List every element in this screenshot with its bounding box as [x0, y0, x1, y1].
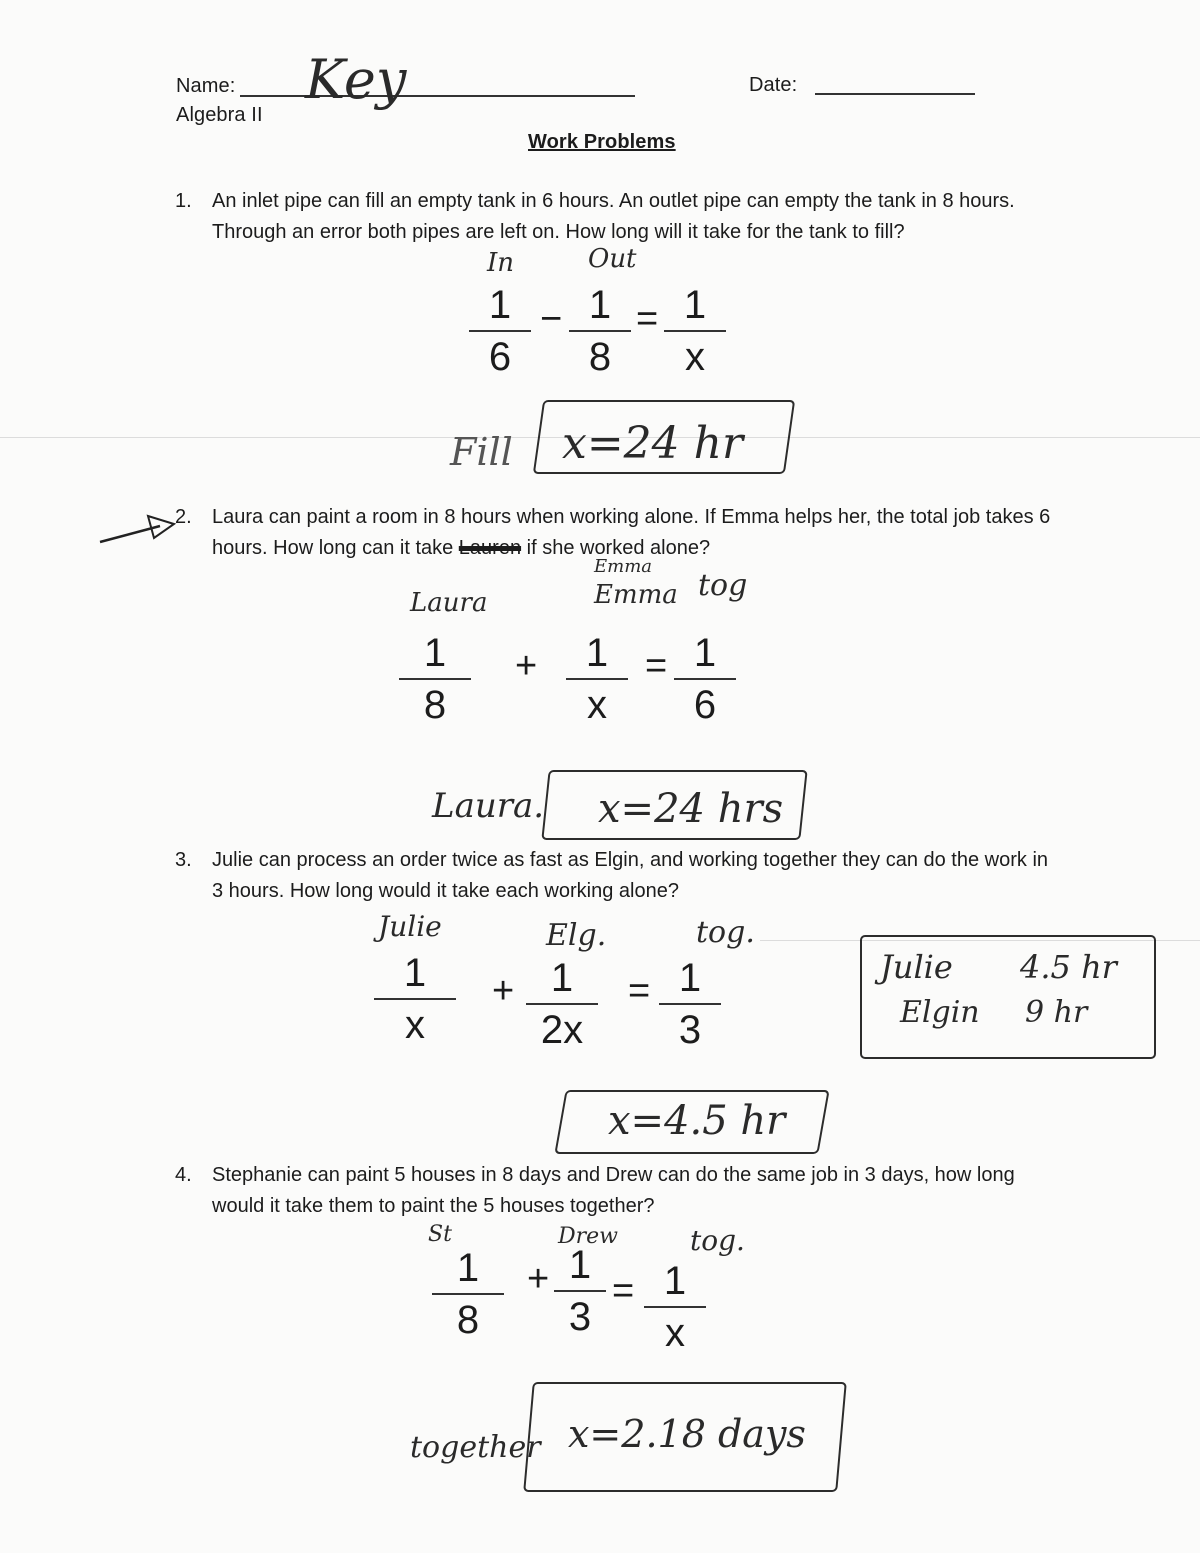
name-underline: [240, 95, 635, 97]
answer-label: Laura.: [432, 786, 545, 826]
fraction-3: 1 x: [640, 1258, 710, 1356]
answer-value: x=24 hrs: [598, 786, 784, 832]
answer-label: Fill: [450, 430, 513, 474]
summary-elgin-value: 9 hr: [1025, 995, 1088, 1030]
label-emma: Emma: [594, 580, 678, 610]
fraction-3: 1 x: [660, 282, 730, 380]
plus-sign: +: [527, 1258, 550, 1300]
struck-word: Lauren: [458, 537, 522, 559]
fraction-1: 1 8: [395, 630, 475, 728]
answer-value: x=2.18 days: [568, 1412, 806, 1456]
problem-2-text: 2. Laura can paint a room in 8 hours when working alone. If Emma helps her, the total job takes 6 hours. How long can it take Lauren if she worked alone?: [175, 506, 1051, 559]
name-label: Name:: [176, 75, 236, 97]
plus-sign: +: [492, 970, 515, 1012]
summary-julie-name: Julie: [880, 948, 953, 986]
fraction-1: 1 x: [370, 950, 460, 1048]
label-st: St: [428, 1222, 452, 1247]
equals-sign: =: [636, 298, 659, 340]
fraction-2: 1 3: [550, 1242, 610, 1340]
minus-sign: −: [540, 298, 563, 340]
problem-1-text: 1. An inlet pipe can fill an empty tank in 6 hours. An outlet pipe can empty the tank in 8 hours. Through an error both pipes are left on. How long will it take for the tank to fill?: [175, 190, 1015, 243]
label-drew: Drew: [558, 1224, 619, 1249]
answer-label: together: [410, 1430, 541, 1465]
fraction-3: 1 3: [655, 955, 725, 1053]
equals-sign: =: [612, 1270, 635, 1312]
answer-value: x=4.5 hr: [608, 1098, 786, 1144]
equals-sign: =: [645, 645, 668, 687]
fraction-2: 1 8: [565, 282, 635, 380]
label-in: In: [487, 248, 515, 278]
label-tog: tog.: [696, 915, 755, 950]
problem-3-text: 3. Julie can process an order twice as fast as Elgin, and working together they can do the work in 3 hours. How long would it take each working alone?: [175, 849, 1049, 902]
page-title: Work Problems: [528, 131, 676, 153]
fraction-1: 1 6: [465, 282, 535, 380]
fraction-2: 1 2x: [522, 955, 602, 1053]
fraction-2: 1 x: [562, 630, 632, 728]
label-laura: Laura: [410, 588, 488, 618]
label-julie: Julie: [378, 910, 442, 943]
name-handwritten: Key: [305, 48, 407, 111]
date-label: Date:: [749, 74, 798, 96]
equals-sign: =: [628, 970, 651, 1012]
date-underline: [815, 93, 975, 95]
summary-elgin-name: Elgin: [900, 995, 980, 1030]
fraction-3: 1 6: [670, 630, 740, 728]
correction-emma: Emma: [594, 556, 653, 577]
label-elgin: Elg.: [546, 918, 607, 953]
label-tog: tog.: [690, 1224, 745, 1257]
summary-julie-value: 4.5 hr: [1020, 948, 1117, 986]
problem-4-text: 4. Stephanie can paint 5 houses in 8 days and Drew can do the same job in 3 days, how long would it take them to paint the 5 houses together?: [175, 1164, 1015, 1217]
course-label: Algebra II: [176, 104, 263, 126]
plus-sign: +: [515, 645, 538, 687]
answer-value: x=24 hr: [562, 418, 744, 469]
label-out: Out: [588, 244, 637, 274]
label-tog: tog: [698, 568, 748, 603]
arrow-icon: [98, 510, 180, 550]
fraction-1: 1 8: [428, 1245, 508, 1343]
